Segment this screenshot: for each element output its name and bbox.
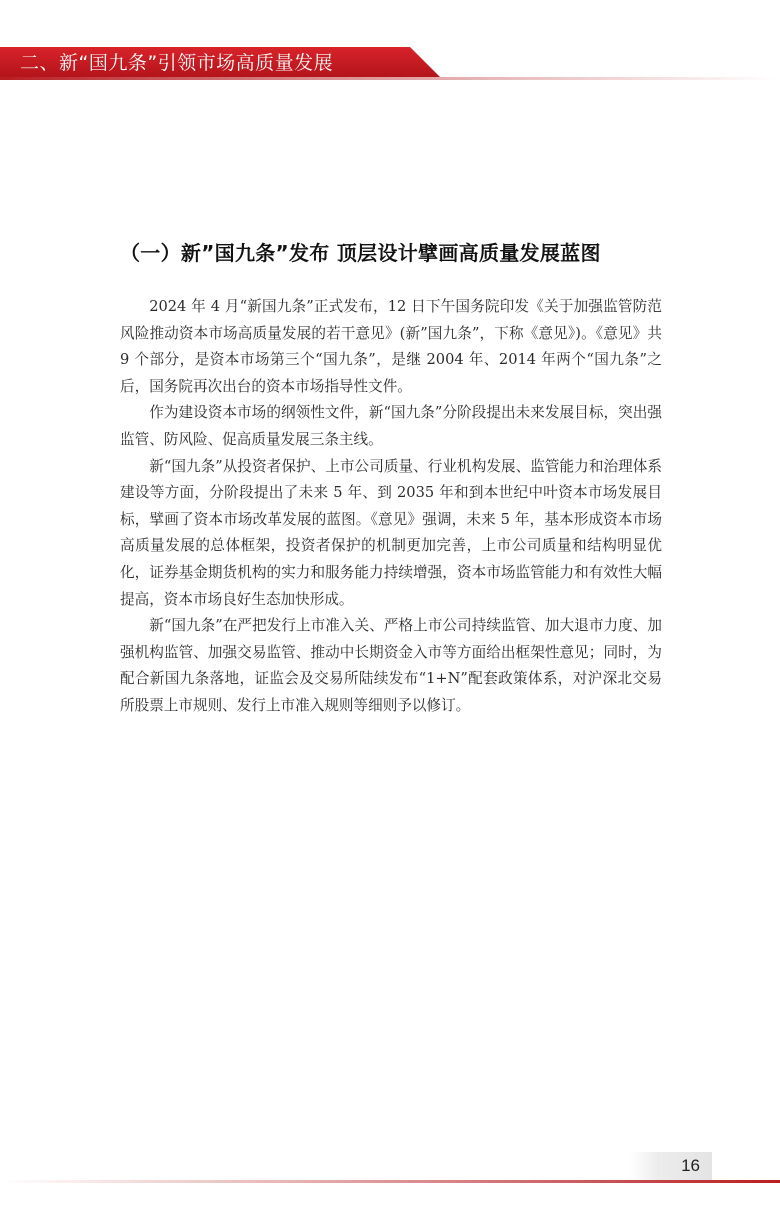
chapter-title: 二、新“国九条”引领市场高质量发展 [20,52,334,74]
paragraph: 新“国九条”在严把发行上市准入关、严格上市公司持续监管、加大退市力度、加强机构监管、加强交易监管、推动中长期资金入市等方面给出框架性意见；同时，为配合新国九条落地，证监会及交易所陆续发布“1+N”配套政策体系，对沪深北交易所股票上市规则、发行上市准入规则等细则予以修订。 [120,617,662,714]
paragraph: 2024 年 4 月“新国九条”正式发布，12 日下午国务院印发《关于加强监管防范风险推动资本市场高质量发展的若干意见》(新”国九条”，下称《意见》)。《意见》共 9 个部分，是资本市场第三个“国九条”，是继 2004 年、2014 年两个“国九条”之后，国务院再次出台的资本市场指导性文件。 [120,298,662,395]
chapter-header-banner [0,46,780,80]
page-number-box [630,1152,712,1180]
page-number: 16 [681,1156,700,1175]
body-text [120,294,662,720]
paragraph: 新“国九条”从投资者保护、上市公司质量、行业机构发展、监管能力和治理体系建设等方面，分阶段提出了未来 5 年、到 2035 年和到本世纪中叶资本市场发展目标，擘画了资本市场改革发展的蓝图。《意见》强调，未来 5 年，基本形成资本市场高质量发展的总体框架，投资者保护的机制更加完善，上市公司质量和结构明显优化，证券基金期货机构的实力和服务能力持续增强，资本市场监管能力和有效性大幅提高，资本市场良好生态加快形成。 [120,457,662,608]
section-heading: （一）新”国九条”发布 顶层设计擘画高质量发展蓝图 [120,241,601,265]
footer-divider [0,1180,780,1183]
paragraph: 作为建设资本市场的纲领性文件，新“国九条”分阶段提出未来发展目标，突出强监管、防风险、促高质量发展三条主线。 [120,404,662,448]
